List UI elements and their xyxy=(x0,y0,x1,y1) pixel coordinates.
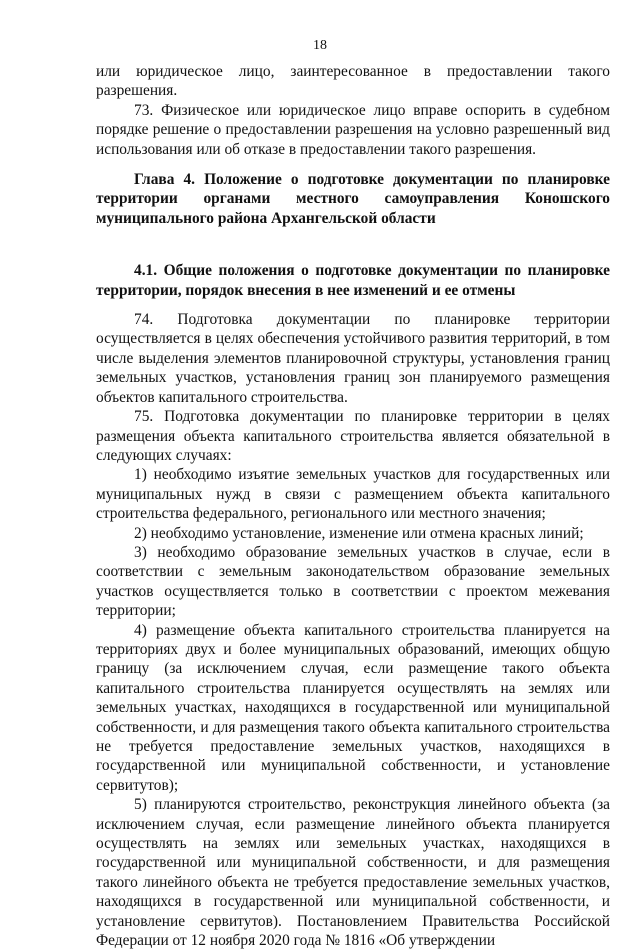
page-number: 18 xyxy=(313,38,327,53)
paragraph-74: 74. Подготовка документации по планировке территории осуществляется в целях обеспечения устойчивого развития территорий, в том числе выделения элементов планировочной структуры, установления границ земельных участков, установления границ зон планируемого размещения объектов капитального строительства. xyxy=(96,311,610,406)
paragraph-continuation: или юридическое лицо, заинтересованное в предоставлении такого разрешения. xyxy=(96,63,610,100)
list-item-4: 4) размещение объекта капитального строительства планируется на территориях двух и более муниципальных образований, имеющих общую границу (за исключением случая, если размещение такого объекта капитального строительства планируется осуществлять на землях или земельных участках, находящихся в государственной или муниципальной собственности, и для размещения такого объекта капитального строительства не требуется предоставление земельных участков, находящихся в государственной или муниципальной собственности, и установление сервитутов); xyxy=(96,621,610,794)
chapter-heading: Глава 4. Положение о подготовке документации по планировке территории органами местного самоуправления Коношского муниципального района Архангельской области xyxy=(96,171,610,227)
paragraph-75: 75. Подготовка документации по планировке территории в целях размещения объекта капитального строительства является обязательной в следующих случаях: xyxy=(96,408,610,464)
list-item-1: 1) необходимо изъятие земельных участков для государственных или муниципальных нужд в связи с размещением объекта капитального строительства федерального, регионального или местного значения; xyxy=(96,466,610,523)
list-item-2: 2) необходимо установление, изменение или отмена красных линий; xyxy=(134,524,584,542)
list-item-5: 5) планируются строительство, реконструкция линейного объекта (за исключением случая, если размещение линейного объекта планируется осуществлять на землях или земельных участках, находящихся в государственной или муниципальной собственности, и для размещения такого линейного объекта не требуется предоставление земельных участков, находящихся в государственной или муниципальной собственности, и установление сервитутов). Постановлением Правительства Российской Федерации от 12 ноября 2020 года № 1816 «Об утверждении xyxy=(96,796,610,950)
list-item-3: 3) необходимо образование земельных участков в случае, если в соответствии с земельным законодательством образование земельных участков осуществляется только в соответствии с проектом межевания территории; xyxy=(96,543,610,620)
document-body xyxy=(96,62,610,950)
paragraph-73: 73. Физическое или юридическое лицо вправе оспорить в судебном порядке решение о предоставлении разрешения на условно разрешенный вид использования или об отказе в предоставлении такого разрешения. xyxy=(96,101,610,158)
section-heading: 4.1. Общие положения о подготовке документации по планировке территории, порядок внесения в нее изменений и ее отмены xyxy=(96,262,610,299)
